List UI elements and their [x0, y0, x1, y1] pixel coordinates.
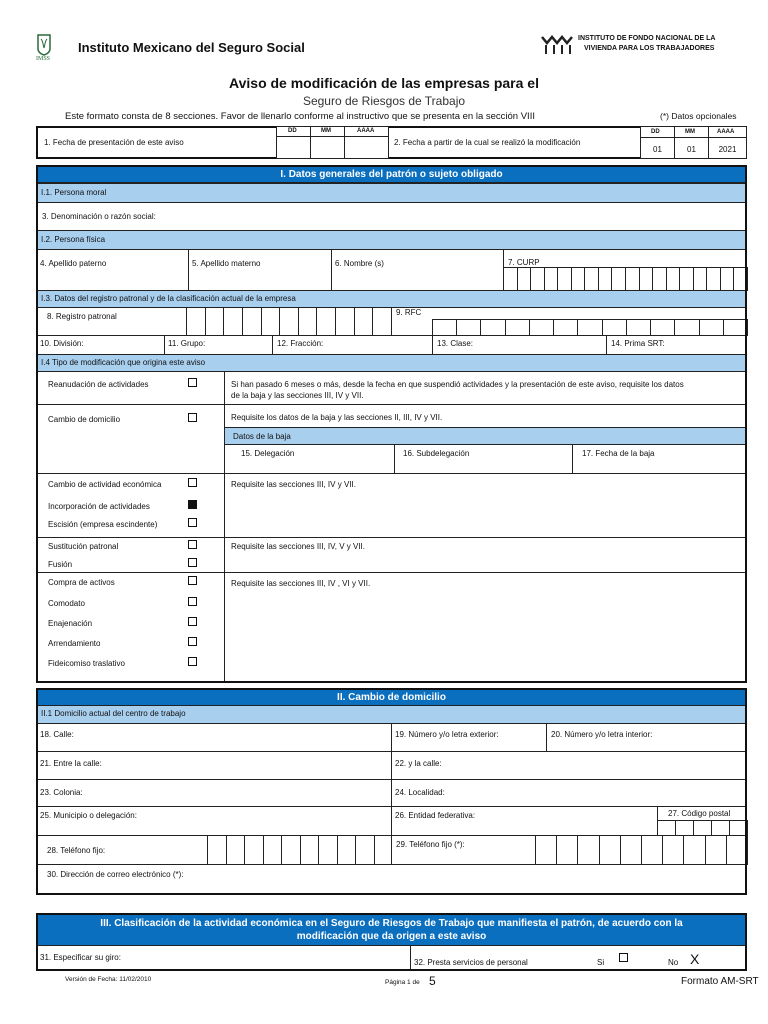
digit-box[interactable]: [535, 835, 557, 865]
digit-box[interactable]: [372, 307, 392, 336]
digit-box[interactable]: [626, 319, 651, 336]
field-22[interactable]: [391, 751, 747, 780]
digit-box[interactable]: [480, 319, 505, 336]
digit-box[interactable]: [571, 267, 586, 291]
section-3-title-line1: III. Clasificación de la actividad económica en el Seguro de Riesgos de Trabajo que manifiesta el patrón, de acuerdo con la: [100, 918, 683, 929]
datos-baja-header: Datos de la baja: [224, 427, 747, 445]
modification-option-label: Comodato: [48, 599, 85, 608]
field-23-label: 23. Colonia:: [40, 788, 83, 797]
digit-box[interactable]: [706, 267, 721, 291]
requirement-reanudacion-2: de la baja y las secciones III, IV y VII.: [231, 391, 364, 400]
digit-box[interactable]: [517, 267, 532, 291]
digit-box[interactable]: [456, 319, 481, 336]
modification-option-label: Cambio de domicilio: [48, 415, 121, 424]
modification-option-label: Arrendamiento: [48, 639, 101, 648]
digit-box[interactable]: [675, 820, 694, 836]
modification-option-label: Fideicomiso traslativo: [48, 659, 125, 668]
infonavit-logo: [540, 33, 576, 55]
mm-header: MM: [685, 129, 695, 135]
modification-option-checkbox[interactable]: [188, 657, 197, 666]
modification-option-checkbox[interactable]: [188, 540, 197, 549]
digit-box[interactable]: [544, 267, 559, 291]
page-title: Aviso de modificación de las empresas para el: [229, 75, 539, 91]
field-16-label: 16. Subdelegación: [403, 449, 470, 458]
modification-option-label: Fusión: [48, 560, 73, 569]
dd-header: DD: [651, 129, 660, 135]
no-label: No: [668, 958, 679, 967]
digit-box[interactable]: [584, 267, 599, 291]
subsection-i2: I.2. Persona física: [36, 230, 747, 250]
format-code: Formato AM-SRT: [681, 976, 759, 987]
digit-box[interactable]: [639, 267, 654, 291]
digit-box[interactable]: [244, 835, 264, 865]
digit-box[interactable]: [666, 267, 681, 291]
digit-box[interactable]: [693, 267, 708, 291]
field-14-label: 14. Prima SRT:: [611, 339, 665, 348]
digit-box[interactable]: [598, 267, 613, 291]
digit-box[interactable]: [577, 835, 599, 865]
subsection-i3: I.3. Datos del registro patronal y de la clasificación actual de la empresa: [36, 290, 747, 308]
modification-option-checkbox[interactable]: [188, 576, 197, 585]
field-9-label: 9. RFC: [396, 308, 422, 317]
requirement-actividad: Requisite las secciones III, IV y VII.: [231, 480, 356, 489]
digit-box[interactable]: [611, 267, 626, 291]
date2-label: 2. Fecha a partir de la cual se realizó la modificación: [394, 138, 581, 147]
field-5-label: 5. Apellido materno: [192, 259, 261, 268]
digit-box[interactable]: [679, 267, 694, 291]
field-23[interactable]: [36, 779, 392, 807]
digit-box[interactable]: [432, 319, 457, 336]
aaaa-header: AAAA: [357, 128, 375, 134]
digit-box[interactable]: [577, 319, 602, 336]
telefono-opcional-boxes: [535, 835, 747, 865]
field-20-label: 20. Número y/o letra interior:: [551, 730, 653, 739]
digit-box[interactable]: [205, 307, 225, 336]
infonavit-line1: INSTITUTO DE FONDO NACIONAL DE LA: [578, 35, 716, 42]
field-31-label: 31. Especificar su giro:: [40, 953, 121, 962]
field-12-label: 12. Fracción:: [277, 339, 324, 348]
field-26-label: 26. Entidad federativa:: [395, 811, 476, 820]
modification-option-checkbox[interactable]: [188, 378, 197, 387]
aaaa-header: AAAA: [717, 129, 735, 135]
modification-option-label: Compra de activos: [48, 578, 115, 587]
modification-option-label: Sustitución patronal: [48, 542, 119, 551]
si-label: Si: [597, 958, 605, 967]
digit-box[interactable]: [726, 835, 748, 865]
codigo-postal-boxes: [657, 820, 747, 836]
digit-box[interactable]: [602, 319, 627, 336]
digit-box[interactable]: [281, 835, 301, 865]
digit-box[interactable]: [657, 820, 676, 836]
field-30-label: 30. Dirección de correo electrónico (*):: [47, 870, 184, 879]
field-6[interactable]: [331, 249, 504, 291]
digit-box[interactable]: [723, 319, 748, 336]
date1-dd-field[interactable]: [276, 136, 311, 159]
date2-aaaa-field[interactable]: 2021: [708, 137, 747, 159]
mm-header: MM: [321, 128, 331, 134]
imss-title: Instituto Mexicano del Seguro Social: [78, 40, 305, 55]
subsection-i1: I.1. Persona moral: [36, 183, 747, 203]
digit-box[interactable]: [529, 319, 554, 336]
date2-dd-field[interactable]: 01: [640, 137, 675, 159]
field-32-label: 32. Presta servicios de personal: [414, 958, 528, 967]
modification-option-label: Incorporación de actividades: [48, 502, 150, 511]
field-22-label: 22. y la calle:: [395, 759, 442, 768]
modification-option-label: Cambio de actividad económica: [48, 480, 162, 489]
field-18[interactable]: [36, 723, 392, 752]
date1-label: 1. Fecha de presentación de este aviso: [44, 138, 184, 147]
digit-box[interactable]: [553, 319, 578, 336]
date1-mm-field[interactable]: [310, 136, 345, 159]
modification-option-checkbox[interactable]: [188, 413, 197, 422]
telefono-boxes: [207, 835, 392, 865]
svg-text:IMSS: IMSS: [36, 56, 51, 61]
digit-box[interactable]: [699, 319, 724, 336]
field-27-label: 27. Código postal: [668, 809, 731, 818]
modification-option-checkbox[interactable]: [188, 637, 197, 646]
si-checkbox[interactable]: [619, 953, 628, 962]
subsection-ii1: II.1 Domicilio actual del centro de trabajo: [36, 705, 747, 724]
page-label: Página 1 de: [385, 979, 420, 986]
intro-text: Este formato consta de 8 secciones. Favor de llenarlo conforme al instructivo que se presenta en la sección VIII: [65, 111, 535, 122]
rfc-boxes: [432, 307, 747, 336]
requirement-cambio-domicilio: Requisite los datos de la baja y las secciones II, III, IV y VII.: [231, 413, 443, 422]
page-subtitle: Seguro de Riesgos de Trabajo: [302, 94, 466, 108]
version-date: Versión de Fecha: 11/02/2010: [65, 976, 152, 983]
digit-box[interactable]: [318, 835, 338, 865]
digit-box[interactable]: [279, 307, 299, 336]
modification-option-label: Escisión (empresa escindente): [48, 520, 158, 529]
no-checkbox-mark[interactable]: X: [690, 951, 700, 967]
field-29-label: 29. Teléfono fijo (*):: [396, 840, 465, 849]
section-3-title-line2: modificación que da origen a este aviso: [296, 931, 487, 942]
digit-box[interactable]: [337, 835, 357, 865]
field-25-label: 25. Municipio o delegación:: [40, 811, 137, 820]
field-7-label: 7. CURP: [508, 258, 540, 267]
imss-logo: [36, 34, 52, 61]
dd-header: DD: [288, 128, 297, 134]
modification-option-checkbox[interactable]: [188, 518, 197, 527]
digit-box[interactable]: [335, 307, 355, 336]
field-24-label: 24. Localidad:: [395, 788, 445, 797]
requirement-sustitucion: Requisite las secciones III, IV, V y VII.: [231, 542, 365, 551]
digit-box[interactable]: [650, 319, 675, 336]
modification-option-label: Enajenación: [48, 619, 93, 628]
field-30[interactable]: [36, 864, 747, 895]
digit-box[interactable]: [705, 835, 727, 865]
modification-option-checkbox[interactable]: [188, 478, 197, 487]
infonavit-line2: VIVIENDA PARA LOS TRABAJADORES: [584, 45, 715, 52]
digit-box[interactable]: [729, 820, 748, 836]
section-3-header: [36, 913, 747, 946]
date1-aaaa-field[interactable]: [344, 136, 389, 159]
digit-box[interactable]: [720, 267, 735, 291]
requirement-reanudacion: Si han pasado 6 meses o más, desde la fecha en que suspendió actividades y la presentación de este aviso, requisite los datos: [231, 380, 684, 389]
field-5[interactable]: [188, 249, 332, 291]
digit-box[interactable]: [207, 835, 227, 865]
digit-box[interactable]: [298, 307, 318, 336]
modification-option-checkbox[interactable]: [188, 617, 197, 626]
digit-box[interactable]: [674, 319, 699, 336]
registro-patronal-boxes: [186, 307, 391, 336]
digit-box[interactable]: [599, 835, 621, 865]
digit-box[interactable]: [683, 835, 705, 865]
digit-box[interactable]: [641, 835, 663, 865]
field-10-label: 10. División:: [40, 339, 84, 348]
digit-box[interactable]: [503, 267, 518, 291]
digit-box[interactable]: [505, 319, 530, 336]
modification-option-checkbox[interactable]: [188, 500, 197, 509]
digit-box[interactable]: [652, 267, 667, 291]
section-1-header: I. Datos generales del patrón o sujeto obligado: [36, 165, 747, 183]
digit-box[interactable]: [223, 307, 243, 336]
digit-box[interactable]: [557, 267, 572, 291]
digit-box[interactable]: [625, 267, 640, 291]
date2-mm-field[interactable]: 01: [674, 137, 709, 159]
digit-box[interactable]: [711, 820, 730, 836]
digit-box[interactable]: [530, 267, 545, 291]
digit-box[interactable]: [662, 835, 684, 865]
digit-box[interactable]: [556, 835, 578, 865]
subsection-i4: I.4 Tipo de modificación que origina este aviso: [36, 354, 747, 372]
digit-box[interactable]: [620, 835, 642, 865]
optional-note: (*) Datos opcionales: [660, 111, 737, 121]
field-19-label: 19. Número y/o letra exterior:: [395, 730, 499, 739]
field-3-label: 3. Denominación o razón social:: [42, 212, 156, 221]
modification-option-label: Reanudación de actividades: [48, 380, 149, 389]
field-6-label: 6. Nombre (s): [335, 259, 384, 268]
field-8-label: 8. Registro patronal: [47, 312, 117, 321]
digit-box[interactable]: [355, 835, 375, 865]
field-11-label: 11. Grupo:: [168, 339, 206, 348]
section-2-header: II. Cambio de domicilio: [36, 688, 747, 706]
digit-box[interactable]: [242, 307, 262, 336]
digit-box[interactable]: [300, 835, 320, 865]
field-15-label: 15. Delegación: [241, 449, 295, 458]
digit-box[interactable]: [693, 820, 712, 836]
field-4-label: 4. Apellido paterno: [40, 259, 107, 268]
field-21-label: 21. Entre la calle:: [40, 759, 102, 768]
digit-box[interactable]: [263, 835, 283, 865]
field-17-label: 17. Fecha de la baja: [582, 449, 655, 458]
field-4[interactable]: [36, 249, 189, 291]
digit-box[interactable]: [261, 307, 281, 336]
field-18-label: 18. Calle:: [40, 730, 74, 739]
digit-box[interactable]: [354, 307, 374, 336]
modification-option-checkbox[interactable]: [188, 597, 197, 606]
modification-option-checkbox[interactable]: [188, 558, 197, 567]
page-total: 5: [429, 974, 436, 988]
digit-box[interactable]: [186, 307, 206, 336]
curp-boxes: [503, 267, 747, 291]
digit-box[interactable]: [316, 307, 336, 336]
digit-box[interactable]: [733, 267, 748, 291]
requirement-compra: Requisite las secciones III, IV , VI y VII.: [231, 579, 371, 588]
digit-box[interactable]: [226, 835, 246, 865]
field-13-label: 13. Clase:: [437, 339, 474, 348]
field-28-label: 28. Teléfono fijo:: [47, 846, 106, 855]
